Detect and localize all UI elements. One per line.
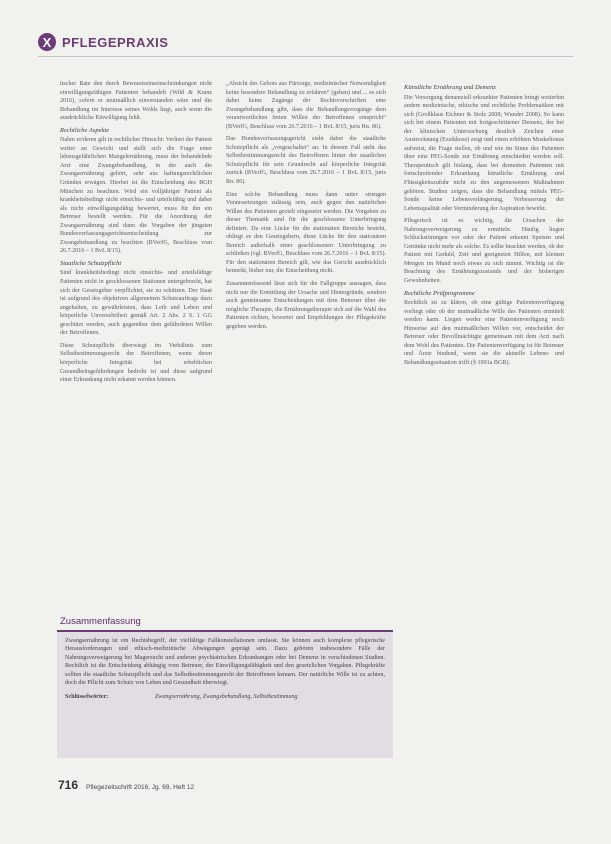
paragraph: Sind krankheitsbedingt nicht einsichts- und urteilsfähige Patienten nicht in geschlossenen Stationen untergebracht, hat sich der Gesetzgeber verpflichtet, sie zu schützen. Der Staat ist aufgrund des objektiven allgemeinen Schutzauftrags dazu angehalten, zu gewährleisten, dass Leib und Leben und körperliche Unversehrtheit gemäß Art. 2 Abs. 2 S. 1 GG geschützt werden, auch gegenüber dem gefährdeten Willen der Betroffenen.: [60, 270, 212, 337]
page-number: 716: [58, 778, 79, 792]
summary-box: [57, 611, 393, 766]
section-header: [38, 32, 168, 52]
journal-citation: Pflegezeitschrift 2016, Jg. 69, Heft 12: [86, 784, 195, 791]
paragraph: tischer Rate den durch Bewusstseinseinschränkungen nicht einwilligungsfähigen Patienten behandelt (Wild & Kranz 2016), sofern er mutmaßlich einverstanden wäre und die Behandlung im Interesse seines Wohls liegt, auch wenn die ausdrückliche Einwilligung fehlt.: [60, 81, 212, 122]
paragraph: Nahm er/deren gilt in rechtlicher Hinsicht: Verliert der Patient weiter an Gewicht und stellt sich die Frage einer lebensgefährlichen Mangelernährung, muss der behandelnde Arzt eine Zwangsbehandlung, in der auch die Zwangsernährung gehört, sehr aus haftungsrechtlichen Gründen erwägen. Hierbei ist die Entscheidung des BGH München zu beachten. Wird ein volljähriger Patient als krankheitsbedingt nicht einsichts- und urteilsfähig und daher als nicht einwilligungsfähig bewertet, muss für ihn ein Betreuer bestellt werden. Für die Anordnung der Zwangsernährung sind dann die Vorgaben der jüngsten Bundesverfassungsgerichtsentscheidung zur Zwangsbehandlung zu beachten (BVerfG, Beschluss vom 26.7.2016 – 1 BvL 8/15).: [60, 137, 212, 255]
page-footer: [58, 778, 194, 792]
keywords-values: Zwangsernährung, Zwangsbehandlung, Selbstbestimmung: [155, 694, 298, 701]
subheading: Staatliche Schutzpflicht: [60, 259, 122, 267]
section-title: PFLEGEPRAXIS: [62, 34, 169, 50]
summary-text: Zwangsernährung ist ein Rechtsbegriff, der vielfältige Fallkonstellationen umfasst. Sie können auch komplexe pflegerische Herausforderungen und ethisch-medizinische Abwägungen geprägt sein. Dazu gehören insbesondere Fälle der Nahrungsverweigerung bei Magersucht und anderen psychiatrischen Erkrankungen oder bei Demenz in verschiedenen Stadien. Rechtlich ist die Entscheidung abhängig vom Betreuer, der Einwilligungsfähigkeit und den gesetzlichen Vorgaben. Pflegekräfte sollten die staatliche Schutzpflicht und das Selbstbestimmungsrecht der Betroffenen kennen. Der natürliche Wille ist zu achten, doch die Pflicht zum Schutz von Leben und Gesundheit überwiegt.: [65, 638, 385, 687]
summary-title: Zusammenfassung: [57, 611, 393, 632]
paragraph: Rechtlich ist zu klären, ob eine gültige Patientenverfügung vorliegt oder ob der mutmaßliche Wille des Patienten ermittelt werden kann. Liegen weder eine Patientenverfügung noch Hinweise auf den mutmaßlichen Willen vor, entscheidet der Betreuer oder Bevollmächtigte gemeinsam mit dem Arzt nach dem Wohl des Patienten. Die Patientenverfügung ist für Betreuer und Ärzte bindend, wenn sie die aktuelle Lebens- und Behandlungssituation trifft (§ 1901a BGB).: [404, 300, 564, 366]
paragraph: „Absicht des Gebots aus Fürsorge, medizinischer Notwendigkeit keine besondere Behandlung zu erfahren“ (gehen) und ... es sich dabei keine Zugänge der Rechtsvorschriften eine Zwangsbehandlung gibt, dass die Behandlungsvorgänge dem verantwortlichen freien Willen der Betroffenen entspricht“ (BVerfG, Beschluss vom 26.7.2016 – 1 BvL 8/15, juris Rn. 86).: [226, 81, 386, 130]
subheading: Rechtliche Aspekte: [60, 126, 110, 134]
subheading: Rechtliche Prüfprogramme: [404, 289, 475, 297]
keywords-row: [65, 693, 385, 701]
paragraph: Pflegerisch ist es wichtig, die Ursachen der Nahrungsverweigerung zu ermitteln. Häufig liegen Schluckstörungen vor oder der Patient erkennt Speisen und Getränke nicht mehr als solche. Es sollte beachtet werden, ob der Patient mit Geduld, Zeit und geeigneten Hilfen, mit kleinen Mengen im Mund noch etwas zu sich nimmt. Wichtig ist die Beachtung des Ernährungszustands und der bisherigen Gewohnheiten.: [404, 218, 564, 285]
paragraph: Zusammenfassend lässt sich für die Fallgruppe aussagen, dass nicht nur die Ermittlung der Ursache und Hintergründe, sondern auch gemeinsame Entscheidungen mit dem Betreuer über die mögliche Therapie, die Ernährungstherapie sich auf die Wahl des Patienten richten, bewertet und Empfehlungen der Pflegekräfte gegeben werden.: [226, 281, 386, 330]
text-column-2: [226, 80, 386, 335]
header-divider: [38, 56, 573, 57]
paragraph: Diese Schutzpflicht überwiegt im Verhältnis zum Selbstbestimmungsrecht der Betroffenen, wenn deren körperliche Integrität bei erheblichen Gesundheitsgefährdungen bedroht ist und diese aufgrund einer Erkrankung nicht erkannt werden können.: [60, 342, 212, 384]
text-column-3: [404, 80, 564, 372]
keywords-label: Schlüsselwörter:: [65, 694, 109, 701]
section-badge-icon: X: [38, 33, 56, 51]
paragraph: Eine solche Behandlung muss dann unter strengen Voraussetzungen zulässig sein, auch gegen den natürlichen Willen des Patienten gezielt eingesetzt werden. Die Vorgaben zu dieser Thematik sind für die geschlossene Unterbringung definiert. Da eine Lücke für die stationären Bereiche besteht, obliegt es den Gesetzgebern, diese Lücke für den stationären Bereich außerhalb einer geschlossenen Unterbringung zu schließen (vgl. BVerfG, Beschluss vom 26.7.2016 – 1 BvL 8/15). Für den stationären Bereich gilt, wie das Gericht ausdrücklich bemerkt, bisher nur, die Entscheidung nicht.: [226, 191, 386, 275]
paragraph: Die Versorgung demenziell erkrankter Patienten bringt weiterhin andere medizinische, ethische und rechtliche Problematiken mit sich (Großklaus Eichner & Stolz 2008; Wunder 2008). So kann sich bei einem Patienten mit fortgeschrittener Demenz, der bei der klinischen Untersuchung deutlich Zeichen einer Austrocknung (Exsikkose) zeigt und einen erhöhten Muskeltonus aufweist, die Frage stellen, ob und wie im Sinne des Patienten über eine PEG-Sonde zur Ernährung entschieden werden soll. Therapeutisch gilt bislang, dass bei dementen Patienten mit fortschreitender Erkrankung künstliche Ernährung und Flüssigkeitszufuhr nicht zu den angemessenen Maßnahmen gehören. Studien zeigen, dass die Behandlung mittels PEG-Sonde keine Lebensverlängerung, Verbesserung der Lebensqualität oder Verminderung der Aspiration bewirkt.: [404, 94, 564, 212]
paragraph: Das Bundesverfassungsgericht sieht dabei die staatliche Schutzpflicht als „vorgeschaltet“ an. In diesem Fall steht das Selbstbestimmungsrecht des Betroffenen hinter der staatlichen Schutzpflicht für sein Grundrecht auf körperliche Integrität zurück (BVerfG, Beschluss vom 26.7.2016 – 1 BvL 8/15, juris Rn. 86).: [226, 136, 386, 186]
subheading: Künstliche Ernährung und Demenz: [404, 84, 496, 91]
text-column-1: [60, 80, 212, 389]
summary-body: [57, 632, 393, 758]
